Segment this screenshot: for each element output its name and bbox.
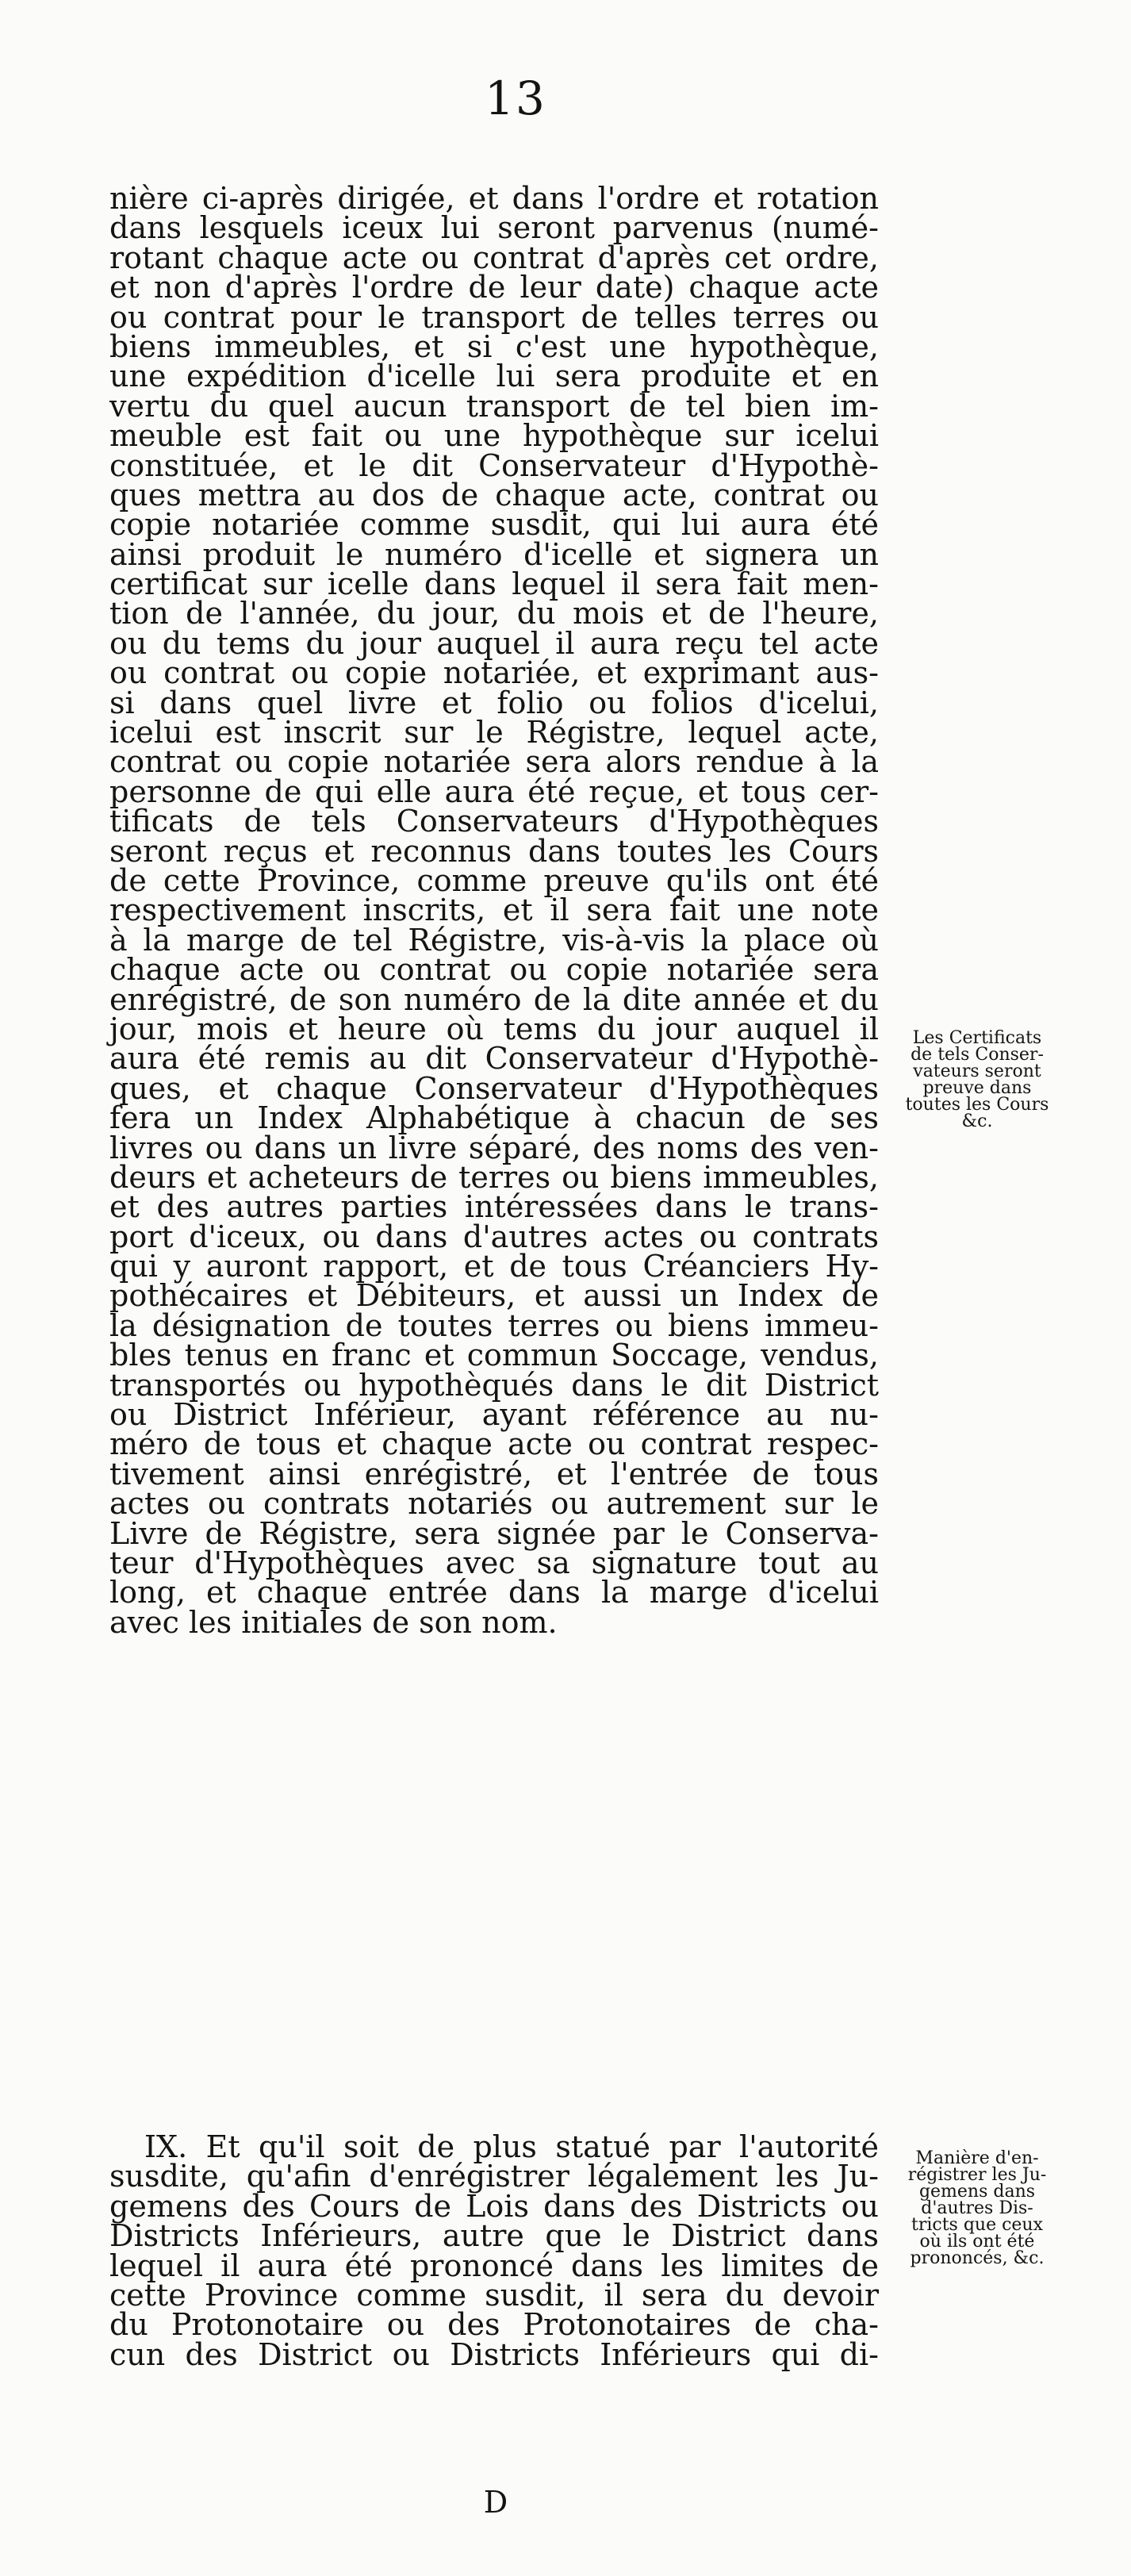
text-line: jour, mois et heure où tems du jour auquel il — [109, 1011, 879, 1046]
text-line: constituée, et le dit Conservateur d'Hypothè- — [109, 447, 879, 483]
text-line: nière ci-après dirigée, et dans l'ordre et rotation — [109, 181, 879, 216]
text-line: enrégistré, de son numéro de la dite année et du — [109, 981, 879, 1017]
text-line: rotant chaque acte ou contrat d'après cet ordre, — [109, 240, 879, 275]
text-line: aura été remis au dit Conservateur d'Hypothè- — [109, 1041, 879, 1077]
text-line: teur d'Hypothèques avec sa signature tout au — [109, 1545, 879, 1580]
signature-mark: D — [483, 2485, 508, 2520]
text-line: icelui est inscrit sur le Régistre, lequel acte, — [109, 715, 879, 751]
text-line: tion de l'année, du jour, du mois et de l'heure, — [109, 596, 879, 632]
text-line: tificats de tels Conservateurs d'Hypothèques — [109, 804, 879, 839]
paragraph-1 — [109, 181, 879, 1640]
margin-note-jugemens — [890, 2150, 1064, 2267]
page-number: 13 — [485, 71, 546, 125]
margin-note-line: toutes les Cours — [905, 1095, 1049, 1115]
text-line: de cette Province, comme preuve qu'ils ont été — [109, 862, 879, 898]
text-line: susdite, qu'afin d'enrégistrer légalement les Ju- — [109, 2159, 879, 2194]
margin-note-line: de tels Conser- — [911, 1045, 1044, 1065]
text-line: personne de qui elle aura été reçue, et tous cer- — [109, 774, 879, 809]
text-line: cette Province comme susdit, il sera du devoir — [109, 2277, 879, 2313]
text-line: ainsi produit le numéro d'icelle et signera un — [109, 536, 879, 572]
text-line: du Protonotaire ou des Protonotaires de cha- — [109, 2307, 879, 2343]
text-line: IX. Et qu'il soit de plus statué par l'autorité — [144, 2129, 879, 2164]
text-line: biens immeubles, et si c'est une hypothèque, — [109, 328, 879, 364]
text-line: tivement ainsi enrégistré, et l'entrée de tous — [109, 1456, 879, 1491]
text-line: ques, et chaque Conservateur d'Hypothèques — [109, 1070, 879, 1106]
text-line: ou du tems du jour auquel il aura reçu tel acte — [109, 625, 879, 661]
margin-note-line: &c. — [961, 1111, 993, 1131]
paragraph-2 — [109, 2129, 879, 2372]
margin-note-line: régistrer les Ju- — [907, 2165, 1047, 2185]
margin-note-line: tricts que ceux — [911, 2215, 1044, 2235]
text-line: bles tenus en franc et commun Soccage, vendus, — [109, 1338, 879, 1373]
text-line: fera un Index Alphabétique à chacun de ses — [109, 1100, 879, 1136]
text-line: certificat sur icelle dans lequel il sera fait men- — [109, 566, 879, 602]
margin-note-line: Les Certificats — [912, 1028, 1042, 1048]
text-line: deurs et acheteurs de terres ou biens immeubles, — [109, 1159, 879, 1195]
text-line: gemens des Cours de Lois dans des Districts ou — [109, 2188, 879, 2224]
text-line: une expédition d'icelle lui sera produite et en — [109, 359, 879, 394]
text-line: dans lesquels iceux lui seront parvenus (numé- — [109, 210, 879, 246]
margin-note-line: où ils ont été — [919, 2232, 1035, 2252]
margin-note-line: gemens dans — [918, 2182, 1036, 2202]
text-line: transportés ou hypothèqués dans le dit District — [109, 1367, 879, 1403]
text-line: port d'iceux, ou dans d'autres actes ou contrats — [109, 1219, 879, 1254]
text-line: qui y auront rapport, et de tous Créanciers Hy- — [109, 1249, 879, 1284]
text-line: ques mettra au dos de chaque acte, contrat ou — [109, 477, 879, 513]
text-line: avec les initiales de son nom. — [109, 1604, 558, 1640]
text-line: ou District Inférieur, ayant référence au nu- — [109, 1397, 879, 1433]
text-line: Livre de Régistre, sera signée par le Conserva- — [109, 1515, 879, 1551]
text-line: cun des District ou Districts Inférieurs qui di- — [109, 2336, 879, 2372]
margin-note-line: Manière d'en- — [915, 2148, 1039, 2168]
text-line: vertu du quel aucun transport de tel bien im- — [109, 388, 879, 424]
margin-note-line: vateurs seront — [913, 1061, 1041, 1081]
margin-note-line: preuve dans — [922, 1078, 1032, 1098]
text-line: ou contrat ou copie notariée, et exprimant aus- — [109, 655, 879, 691]
text-line: respectivement inscrits, et il sera fait une note — [109, 893, 879, 928]
text-line: lequel il aura été prononcé dans les limites de — [109, 2248, 879, 2283]
margin-note-line: prononcés, &c. — [910, 2248, 1045, 2268]
text-line: chaque acte ou contrat ou copie notariée sera — [109, 952, 879, 988]
text-line: et non d'après l'ordre de leur date) chaque acte — [109, 270, 879, 305]
text-line: actes ou contrats notariés ou autrement sur le — [109, 1486, 879, 1522]
text-line: meuble est fait ou une hypothèque sur icelui — [109, 418, 879, 454]
text-line: ou contrat pour le transport de telles terres ou — [109, 299, 879, 335]
margin-note-certificats — [890, 1030, 1064, 1130]
text-line: méro de tous et chaque acte ou contrat respec- — [109, 1426, 879, 1462]
text-line: la désignation de toutes terres ou biens immeu- — [109, 1307, 879, 1343]
text-line: et des autres parties intéressées dans le trans- — [109, 1189, 879, 1225]
text-line: si dans quel livre et folio ou folios d'icelui, — [109, 685, 879, 720]
text-line: Districts Inférieurs, autre que le District dans — [109, 2218, 879, 2254]
text-line: copie notariée comme susdit, qui lui aura été — [109, 507, 879, 543]
text-line: seront reçus et reconnus dans toutes les Cours — [109, 833, 879, 869]
text-line: long, et chaque entrée dans la marge d'icelui — [109, 1575, 879, 1610]
text-line: à la marge de tel Régistre, vis-à-vis la place où — [109, 922, 879, 958]
text-line: livres ou dans un livre séparé, des noms des ven- — [109, 1130, 879, 1165]
text-line: contrat ou copie notariée sera alors rendue à la — [109, 744, 879, 780]
margin-note-line: d'autres Dis- — [921, 2198, 1033, 2218]
text-line: pothécaires et Débiteurs, et aussi un Index de — [109, 1278, 879, 1314]
